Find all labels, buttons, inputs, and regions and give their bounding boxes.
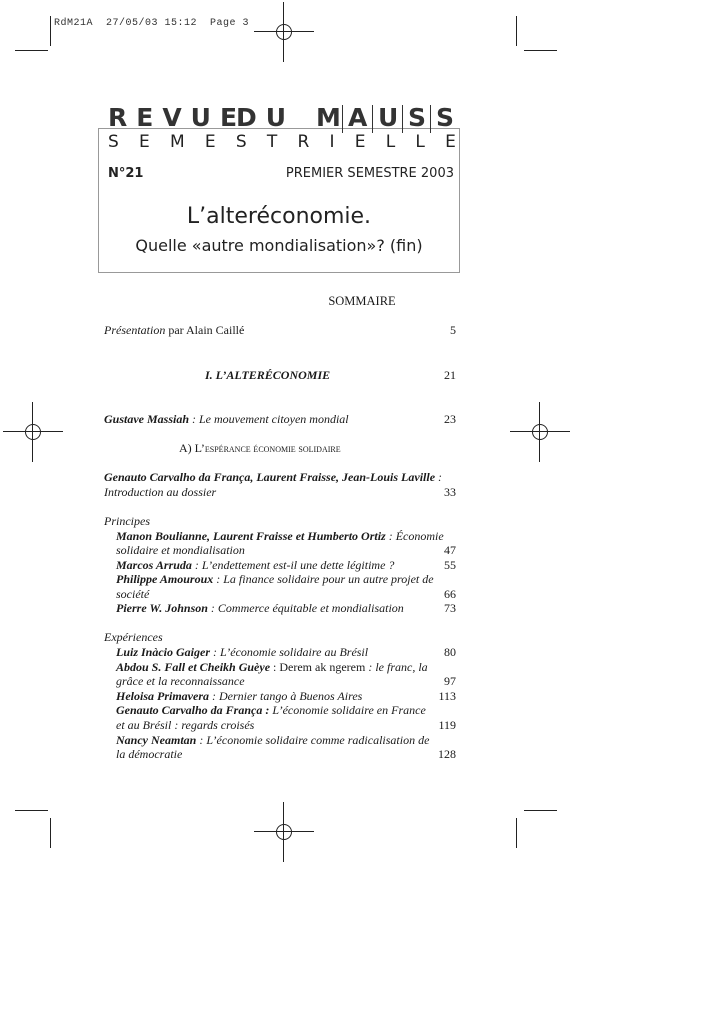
title-letter: M xyxy=(316,103,341,132)
toc-section-title: espérance économie solidaire xyxy=(204,443,341,455)
toc-entry-title: grâce et la reconnaissance xyxy=(116,674,245,688)
toc-page-number: 113 xyxy=(438,689,456,703)
title-word: DU xyxy=(236,103,296,132)
toc-entry xyxy=(104,529,456,544)
toc-entry-author: par Alain Caillé xyxy=(165,323,245,337)
toc-section-letter: A) L’ xyxy=(179,441,205,455)
toc-entry xyxy=(104,587,456,602)
subtitle-letter: I xyxy=(329,132,335,152)
issue-subtitle: Quelle «autre mondialisation»? (fin) xyxy=(135,236,423,255)
registration-mark xyxy=(3,402,63,462)
toc-page-number: 80 xyxy=(444,645,456,659)
title-letter: U xyxy=(378,103,399,132)
toc-entry xyxy=(104,558,456,573)
toc-entry-author: Pierre W. Johnson xyxy=(116,601,208,615)
subtitle-letter: S xyxy=(108,132,119,152)
toc-entry xyxy=(104,674,456,689)
toc-entry-author: Nancy Neamtan xyxy=(116,733,197,747)
toc-entry xyxy=(104,733,456,748)
toc-page-number: 21 xyxy=(444,368,456,382)
toc-entry xyxy=(104,689,456,704)
toc-entry-title: : Dernier tango à Buenos Aires xyxy=(209,689,363,703)
toc-entry-title: et au Brésil : regards croisés xyxy=(116,718,255,732)
subtitle-letter: E xyxy=(139,132,150,152)
toc-entry-author: Gustave Massiah xyxy=(104,412,190,426)
toc-entry-title: : Le mouvement citoyen mondial xyxy=(189,412,349,426)
subtitle-letter: E xyxy=(354,132,366,152)
toc-page-number: 73 xyxy=(444,601,456,615)
toc-page-number: 119 xyxy=(438,718,456,732)
registration-mark xyxy=(254,802,314,862)
toc-entry-author: Luiz Inàcio Gaiger xyxy=(116,645,211,659)
registration-mark xyxy=(254,2,314,62)
subtitle-letter: S xyxy=(235,132,247,152)
toc-entry-author: Genauto Carvalho da França : xyxy=(116,703,270,717)
toc-entry xyxy=(104,323,456,338)
toc-entry-title: solidaire et mondialisation xyxy=(116,543,245,557)
toc-page-number: 47 xyxy=(444,543,456,557)
toc-entry xyxy=(104,543,456,558)
title-word: REVUE xyxy=(108,103,247,132)
subtitle-letter: M xyxy=(169,132,185,152)
toc-section-heading xyxy=(104,441,456,456)
toc-entry xyxy=(104,572,456,587)
toc-subsection-label: Expériences xyxy=(104,630,163,644)
toc-entry-separator: : xyxy=(435,470,443,484)
toc-part-title: I. L’ALTERÉCONOMIE xyxy=(205,368,331,382)
crop-mark xyxy=(15,810,48,811)
toc-heading: SOMMAIRE xyxy=(328,294,396,308)
toc-entry-title: : Commerce équitable et mondialisation xyxy=(207,601,404,615)
toc-entry-author: Genauto Carvalho da França, Laurent Fraisse, Jean-Louis Laville xyxy=(104,470,436,484)
toc-entry xyxy=(104,485,456,500)
toc-entry xyxy=(104,601,456,616)
toc-page-number: 23 xyxy=(444,412,456,426)
toc-entry-author: Marcos Arruda xyxy=(116,558,192,572)
crop-mark xyxy=(516,16,517,46)
toc-entry-title: la démocratie xyxy=(116,747,183,761)
crop-mark xyxy=(516,818,517,848)
crop-mark xyxy=(15,50,48,51)
toc-entry-author: Manon Boulianne, Laurent Fraisse et Humberto Ortiz xyxy=(116,529,386,543)
toc-entry xyxy=(104,645,456,660)
toc-entry xyxy=(104,412,456,427)
print-slug: RdM21A 27/05/03 15:12 Page 3 xyxy=(54,18,250,29)
title-letter: S xyxy=(436,103,455,132)
toc-page-number: 5 xyxy=(450,323,456,337)
toc-entry-title: Derem ak ngerem xyxy=(279,660,366,674)
subtitle-letter: E xyxy=(445,132,456,152)
toc-entry-title: : L’endettement est-il une dette légitime ? xyxy=(191,558,395,572)
toc-entry xyxy=(104,660,456,675)
crop-mark xyxy=(50,16,51,46)
toc-entry-title: : La finance solidaire pour un autre projet de xyxy=(213,572,434,586)
title-separator xyxy=(342,105,343,133)
title-letter: S xyxy=(408,103,427,132)
toc-entry-title: L’économie solidaire en France xyxy=(269,703,426,717)
toc-page-number: 97 xyxy=(444,674,456,688)
subtitle-letter: T xyxy=(266,132,278,152)
toc-subsection-label: Principes xyxy=(104,514,150,528)
toc-entry-title: : Économie xyxy=(385,529,444,543)
toc-entry-author: Philippe Amouroux xyxy=(116,572,214,586)
issue-title: L’alteréconomie. xyxy=(186,204,372,229)
semestrielle-line xyxy=(108,132,456,152)
crop-mark xyxy=(524,810,557,811)
journal-title xyxy=(98,103,458,133)
toc-entry xyxy=(104,703,456,718)
subtitle-letter: L xyxy=(415,132,425,152)
title-separator xyxy=(430,105,431,133)
toc-entry-author: Heloisa Primavera xyxy=(116,689,209,703)
toc-entry xyxy=(104,470,456,485)
toc-entry xyxy=(104,747,456,762)
registration-mark xyxy=(510,402,570,462)
toc-part-heading xyxy=(104,368,456,383)
toc-page-number: 128 xyxy=(438,747,456,761)
toc-entry-separator: : xyxy=(270,660,280,674)
crop-mark xyxy=(50,818,51,848)
crop-mark xyxy=(524,50,557,51)
toc-entry-title: Introduction au dossier xyxy=(104,485,217,499)
toc-entry-title: société xyxy=(116,587,150,601)
toc-entry-author: Abdou S. Fall et Cheikh Guèye xyxy=(116,660,271,674)
toc-entry xyxy=(104,718,456,733)
title-separator xyxy=(372,105,373,133)
toc-page-number: 66 xyxy=(444,587,456,601)
issue-semester: PREMIER SEMESTRE 2003 xyxy=(285,166,454,181)
toc-entry-title: : L’économie solidaire au Brésil xyxy=(210,645,369,659)
toc-page-number: 33 xyxy=(444,485,456,499)
title-separator xyxy=(402,105,403,133)
issue-number: N°21 xyxy=(108,166,144,181)
subtitle-letter: E xyxy=(204,132,216,152)
toc-entry-title: Présentation xyxy=(104,323,166,337)
toc-entry-title: : L’économie solidaire comme radicalisation de xyxy=(196,733,430,747)
subtitle-letter: L xyxy=(385,132,396,152)
subtitle-letter: R xyxy=(297,132,310,152)
toc-page-number: 55 xyxy=(444,558,456,572)
toc-entry-title: : le franc, la xyxy=(365,660,428,674)
title-letter: A xyxy=(348,103,368,132)
